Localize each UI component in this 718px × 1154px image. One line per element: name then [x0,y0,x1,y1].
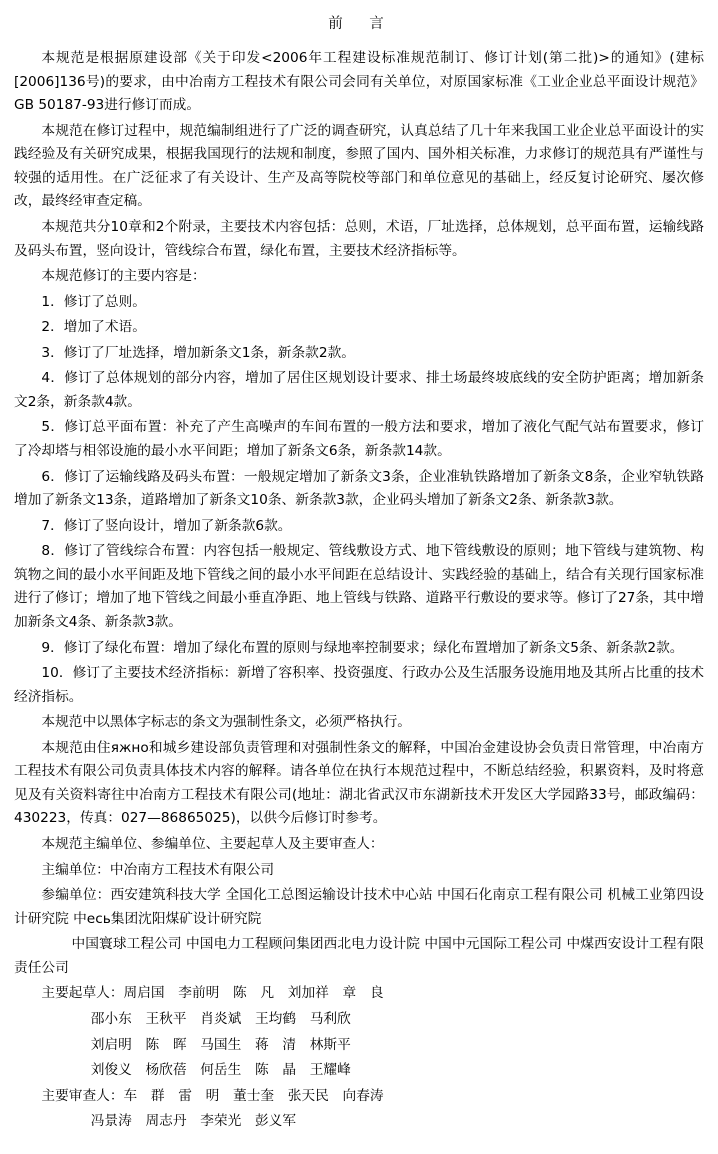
paragraph: 本规范主编单位、参编单位、主要起草人及主要审查人： [41,836,384,852]
main-reviewers-cont: 冯景涛 周志丹 李荣光 彭义军 [90,1113,297,1130]
list-item: 2．增加了术语。 [41,319,146,336]
list-item: 10．修订了主要技术经济指标：新增了容积率、投资强度、行政办公及生活服务设施用地及其所占比重的技术经济指标。 [14,665,704,705]
paragraph: 本规范中以黑体字标志的条文为强制性条文，必须严格执行。 [41,714,411,731]
list-item: 1．修订了总则。 [41,293,146,310]
list-item: 7．修订了竖向设计，增加了新条款6款。 [41,517,292,534]
paragraph: 本规范共分10章和2个附录，主要技术内容包括：总则，术语，厂址选择，总体规划，总平面布置，运输线路及码头布置，竖向设计，管线综合布置，绿化布置，主要技术经济指标等。 [14,218,704,259]
paragraph: 本规范是根据原建设部《关于印发<2006年工程建设标准规范制订、修订计划(第二批)>的通知》(建标[2006]136号)的要求，由中冶南方工程技术有限公司会同有关单位，对原国家标准《工业企业总平面设计规范》GB 50187-93进行修订而成。 [14,50,704,114]
list-item: 5．修订总平面布置：补充了产生高噪声的车间布置的一般方法和要求，增加了液化气配气站布置要求，修订了冷却塔与相邻设施的最小水平间距；增加了新条文6条，新条款14款。 [14,419,704,459]
chief-editor-unit: 主编单位：中冶南方工程技术有限公司 [41,861,275,878]
paragraph: 本规范由住яжно和城乡建设部负责管理和对强制性条文的解释，中国冶金建设协会负责日常管理，中冶南方工程技术有限公司负责具体技术内容的解释。请各单位在执行本规范过程中，不断总结经验，积累资料，及时将意见及有关资料寄往中冶南方工程技术有限公司(地址：湖北省武汉市东湖新技术开发区大学园路33号，邮政编码：430223，传真：027—86865025)，以供今后修订时参考。 [14,739,704,827]
list-item: 8．修订了管线综合布置：内容包括一般规定、管线敷设方式、地下管线敷设的原则；地下管线与建筑物、构筑物之间的最小水平间距及地下管线之间的最小水平间距在总结设计、实践经验的基础上，结合有关现行国家标准进行了修订；增加了地下管线之间最小垂直净距、地上管线与铁路、道路平行敷设的要求等。修订了27条，其中增加新条文4条、新条款3款。 [14,543,704,630]
main-drafters-cont: 刘启明 陈 晖 马国生 蒋 清 林斯平 [90,1036,351,1053]
list-item: 3．修订了厂址选择，增加新条文1条，新条款2款。 [41,344,355,361]
participating-units: 参编单位：西安建筑科技大学 全国化工总图运输设计技术中心站 中国石化南京工程有限公司 机械工业第四设计研究院 中есь集团沈阳煤矿设计研究院 [14,887,704,927]
paragraph: 本规范修订的主要内容是： [41,268,206,285]
list-item: 4．修订了总体规划的部分内容，增加了居住区规划设计要求、排土场最终坡底线的安全防护距离；增加新条文2条，新条款4款。 [14,370,704,410]
participating-units-cont: 中国寰球工程公司 中国电力工程顾问集团西北电力设计院 中国中元国际工程公司 中煤西安设计工程有限责任公司 [14,936,704,976]
main-drafters: 主要起草人：周启国 李前明 陈 凡 刘加祥 章 良 [41,985,384,1002]
main-drafters-cont: 邵小东 王秋平 肖炎斌 王均鹤 马利欣 [90,1010,351,1027]
list-item: 6．修订了运输线路及码头布置：一般规定增加了新条文3条，企业准轨铁路增加了新条文8条，企业窄轨铁路增加了新条文13条，道路增加了新条文10条、新条款3款，企业码头增加了新条文2条、新条款3款。 [14,468,704,509]
page-title: 前 言 [328,16,390,32]
document-body [14,47,704,1134]
main-reviewers: 主要审查人：车 群 雷 明 董士奎 张天民 向春涛 [41,1087,384,1104]
main-drafters-cont: 刘俊义 杨欣蓓 何岳生 陈 晶 王耀峰 [90,1062,351,1079]
list-item: 9．修订了绿化布置：增加了绿化布置的原则与绿地率控制要求；绿化布置增加了新条文5条、新条款2款。 [41,639,684,656]
paragraph: 本规范在修订过程中，规范编制组进行了广泛的调查研究，认真总结了几十年来我国工业企业总平面设计的实践经验及有关研究成果，根据我国现行的法规和制度，参照了国内、国外相关标准，力求修订的规范具有严谨性与较强的适用性。在广泛征求了有关设计、生产及高等院校等部门和单位意见的基础上，经反复讨论研究、屡次修改，最终经审查定稿。 [14,122,704,210]
